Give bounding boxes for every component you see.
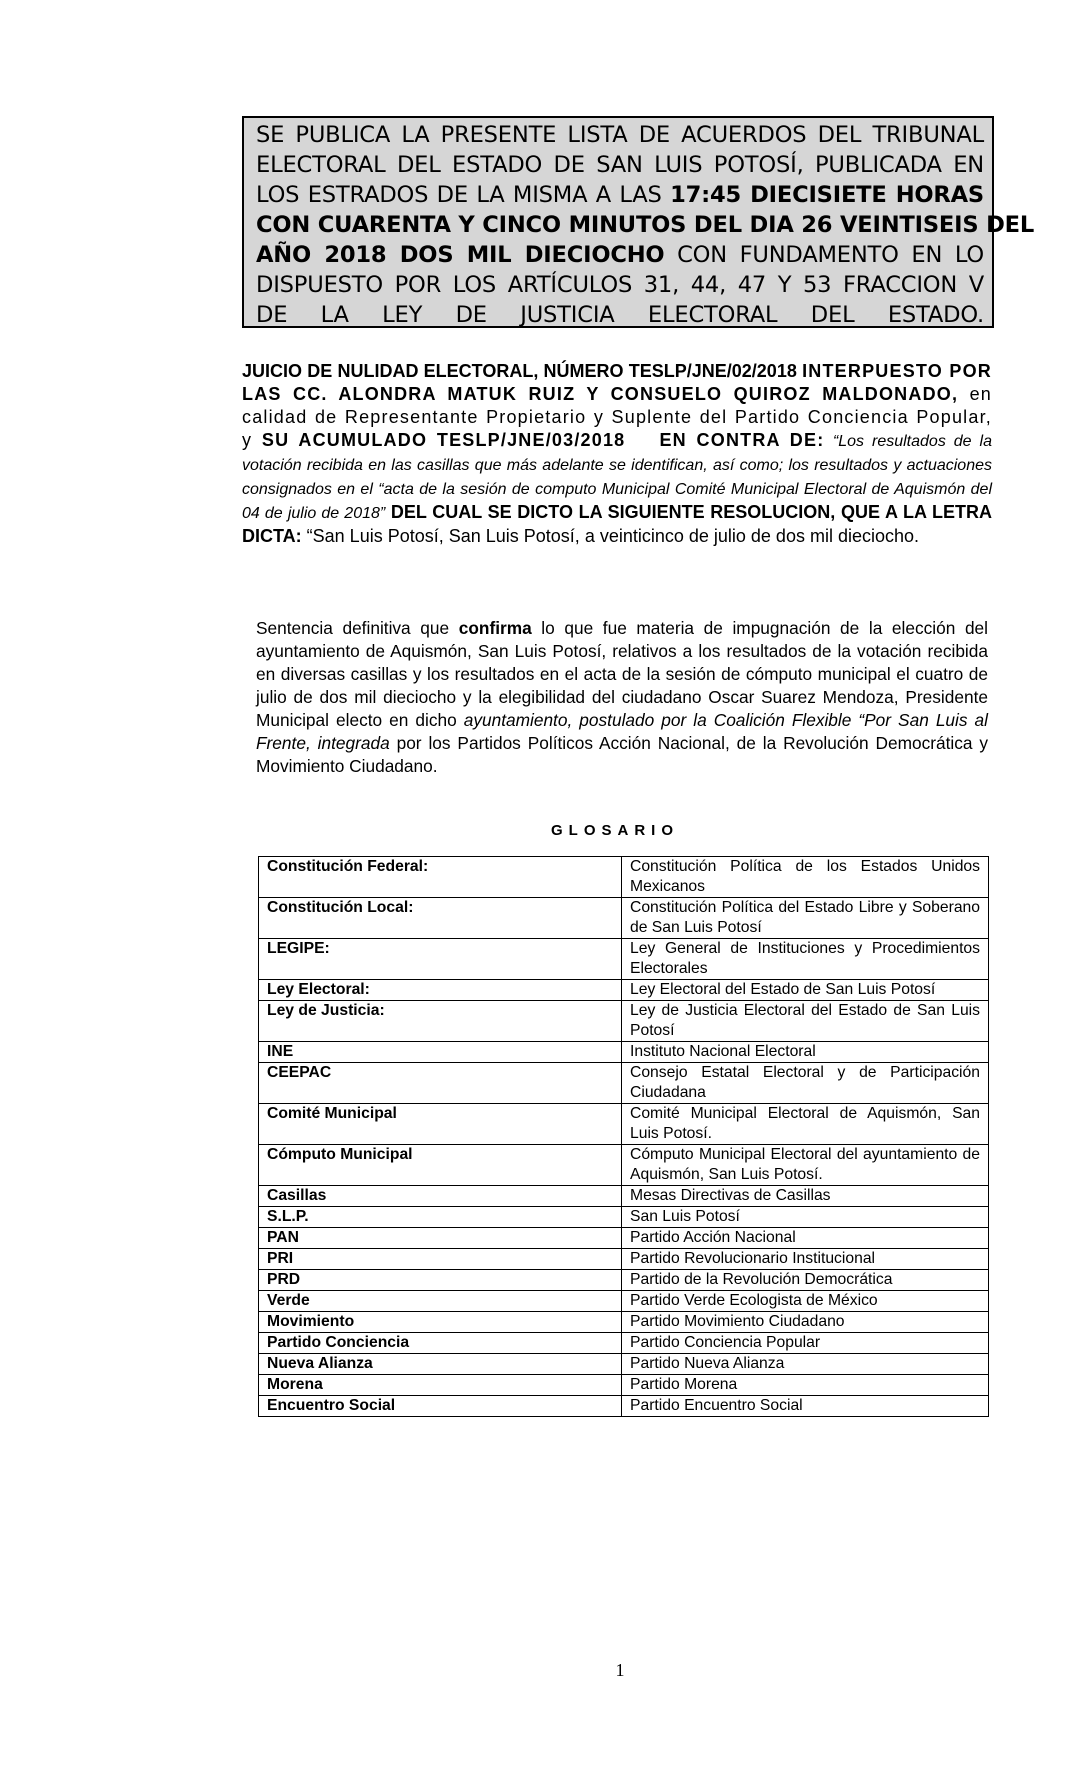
glossary-definition: Constitución Política del Estado Libre y Soberano de San Luis Potosí [622,898,989,939]
case-accumulated: SU ACUMULADO TESLP/JNE/03/2018 [261,430,626,450]
glossary-definition: Ley Electoral del Estado de San Luis Potosí [622,980,989,1001]
glossary-term: Constitución Federal: [259,857,622,898]
glossary-definition: Partido Encuentro Social [622,1396,989,1417]
glossary-row [259,1396,989,1417]
sentence-summary [256,617,988,778]
glossary-row [259,1291,989,1312]
glossary-definition: Ley General de Instituciones y Procedimientos Electorales [622,939,989,980]
glossary-definition: Partido Conciencia Popular [622,1333,989,1354]
glossary-term: Constitución Local: [259,898,622,939]
notice-text: DISPUESTO POR LOS ARTÍCULOS 31, 44, 47 Y 53 FRACCION V [256,272,984,298]
notice-line [256,150,984,180]
case-date: “San Luis Potosí, San Luis Potosí, a veinticinco de julio de dos mil dieciocho. [301,526,919,546]
glossary-table [258,856,989,1417]
glossary-term: PRI [259,1249,622,1270]
page-number: 1 [615,1660,625,1680]
sentence-verdict: confirma [458,618,532,638]
case-resolution-label: DEL CUAL SE DICTO LA SIGUIENTE RESOLUCION, QUE A LA LETRA DICTA: [242,502,992,546]
glossary-row [259,1312,989,1333]
glossary-definition: Mesas Directivas de Casillas [622,1186,989,1207]
glossary-term: Encuentro Social [259,1396,622,1417]
glossary-term: Morena [259,1375,622,1396]
glossary-definition: Comité Municipal Electoral de Aquismón, San Luis Potosí. [622,1104,989,1145]
notice-line [256,210,1035,240]
glossary-row [259,1249,989,1270]
glossary-row [259,1207,989,1228]
glossary-term: S.L.P. [259,1207,622,1228]
glossary-row [259,857,989,898]
notice-bold-text: CON CUARENTA Y CINCO MINUTOS DEL DIA 26 VEINTISEIS DEL [256,212,1035,238]
notice-text: DE LA LEY DE JUSTICIA ELECTORAL DEL ESTADO. [256,302,984,328]
glossary-term: Movimiento [259,1312,622,1333]
glossary-definition: Cómputo Municipal Electoral del ayuntamiento de Aquismón, San Luis Potosí. [622,1145,989,1186]
glossary-term: PRD [259,1270,622,1291]
glossary-definition: Partido Revolucionario Institucional [622,1249,989,1270]
notice-bold-text: 17:45 DIECISIETE HORAS [670,182,984,208]
notice-text: LOS ESTRADOS DE LA MISMA A LAS [256,182,671,208]
glossary-term: Casillas [259,1186,622,1207]
glossary-row [259,1104,989,1145]
notice-text: CON FUNDAMENTO EN LO [664,242,984,268]
glossary-definition: Partido Acción Nacional [622,1228,989,1249]
glossary-term: Comité Municipal [259,1104,622,1145]
case-number: JUICIO DE NULIDAD ELECTORAL, NÚMERO TESLP/JNE/02/2018 [242,361,797,381]
glossary-definition: Partido Movimiento Ciudadano [622,1312,989,1333]
glossary-row [259,939,989,980]
notice-line [256,300,984,330]
glossary-definition: Partido de la Revolución Democrática [622,1270,989,1291]
glossary-row [259,1186,989,1207]
glossary-term: INE [259,1042,622,1063]
notice-text: SE PUBLICA LA PRESENTE LISTA DE ACUERDOS DEL TRIBUNAL [256,122,984,148]
glossary-row [259,1042,989,1063]
sentence-parties: por los Partidos Políticos Acción Nacional, de la Revolución Democrática y Movimiento Ciudadano. [256,733,989,776]
glossary-row [259,980,989,1001]
notice-bold-text: AÑO 2018 DOS MIL DIECIOCHO [256,242,665,268]
glossary-row [259,1354,989,1375]
case-representation: en calidad de Representante Propietario y Suplente del Partido Conciencia Popular, y [242,384,993,450]
sentence-coalition: ayuntamiento, postulado por la Coalición Flexible “Por San Luis al Frente, integrada [256,710,988,753]
glossary-definition: Ley de Justicia Electoral del Estado de San Luis Potosí [622,1001,989,1042]
case-promoters: INTERPUESTO POR LAS CC. ALONDRA MATUK RUIZ Y CONSUELO QUIROZ MALDONADO, [242,361,992,404]
glossary-term: Verde [259,1291,622,1312]
notice-line [256,120,984,150]
sentence-body: lo que fue materia de impugnación de la elección del ayuntamiento de Aquismón, San Luis Potosí, relativos a los resultados de la votación recibida en diversas casillas y los resultados en el acta de la sesión de cómputo municipal el cuatro de julio de dos mil dieciocho y la elegibilidad del ciudadano Oscar Suarez Mendoza, Presidente Municipal electo en dicho [256,618,989,730]
glossary-row [259,1063,989,1104]
notice-line [256,180,984,210]
glossary-term: LEGIPE: [259,939,622,980]
glossary-term: Ley de Justicia: [259,1001,622,1042]
glossary-definition: Partido Verde Ecologista de México [622,1291,989,1312]
glossary-term: CEEPAC [259,1063,622,1104]
glossary-definition: Partido Nueva Alianza [622,1354,989,1375]
glossary-definition: Instituto Nacional Electoral [622,1042,989,1063]
glossary-term: Ley Electoral: [259,980,622,1001]
glossary-row [259,1145,989,1186]
glossary-definition: San Luis Potosí [622,1207,989,1228]
glossary-definition: Partido Morena [622,1375,989,1396]
glossary-term: PAN [259,1228,622,1249]
glossary-title: GLOSARIO [550,822,679,839]
glossary-row [259,1270,989,1291]
glossary-term: Nueva Alianza [259,1354,622,1375]
notice-text: ELECTORAL DEL ESTADO DE SAN LUIS POTOSÍ, PUBLICADA EN [256,152,984,178]
publication-notice-box [242,116,1035,328]
glossary-row [259,1375,989,1396]
notice-line [256,240,984,270]
glossary-row [259,1333,989,1354]
notice-line [256,270,984,300]
glossary-definition: Consejo Estatal Electoral y de Participación Ciudadana [622,1063,989,1104]
glossary-term: Partido Conciencia [259,1333,622,1354]
glossary-definition: Constitución Política de los Estados Unidos Mexicanos [622,857,989,898]
glossary-term: Cómputo Municipal [259,1145,622,1186]
case-challenged-acts: “Los resultados de la votación recibida en las casillas que más adelante se identifican, así como; los resultados y actuaciones consignados en el “acta de la sesión de computo Municipal Comité Municipal Electoral de Aquismón del 04 de julio de 2018” [242,433,992,522]
glossary-row [259,898,989,939]
sentence-intro: Sentencia definitiva que [256,618,459,638]
case-heading [242,360,992,548]
glossary-row [259,1001,989,1042]
case-against-label: EN CONTRA DE: [659,430,825,450]
glossary-row [259,1228,989,1249]
